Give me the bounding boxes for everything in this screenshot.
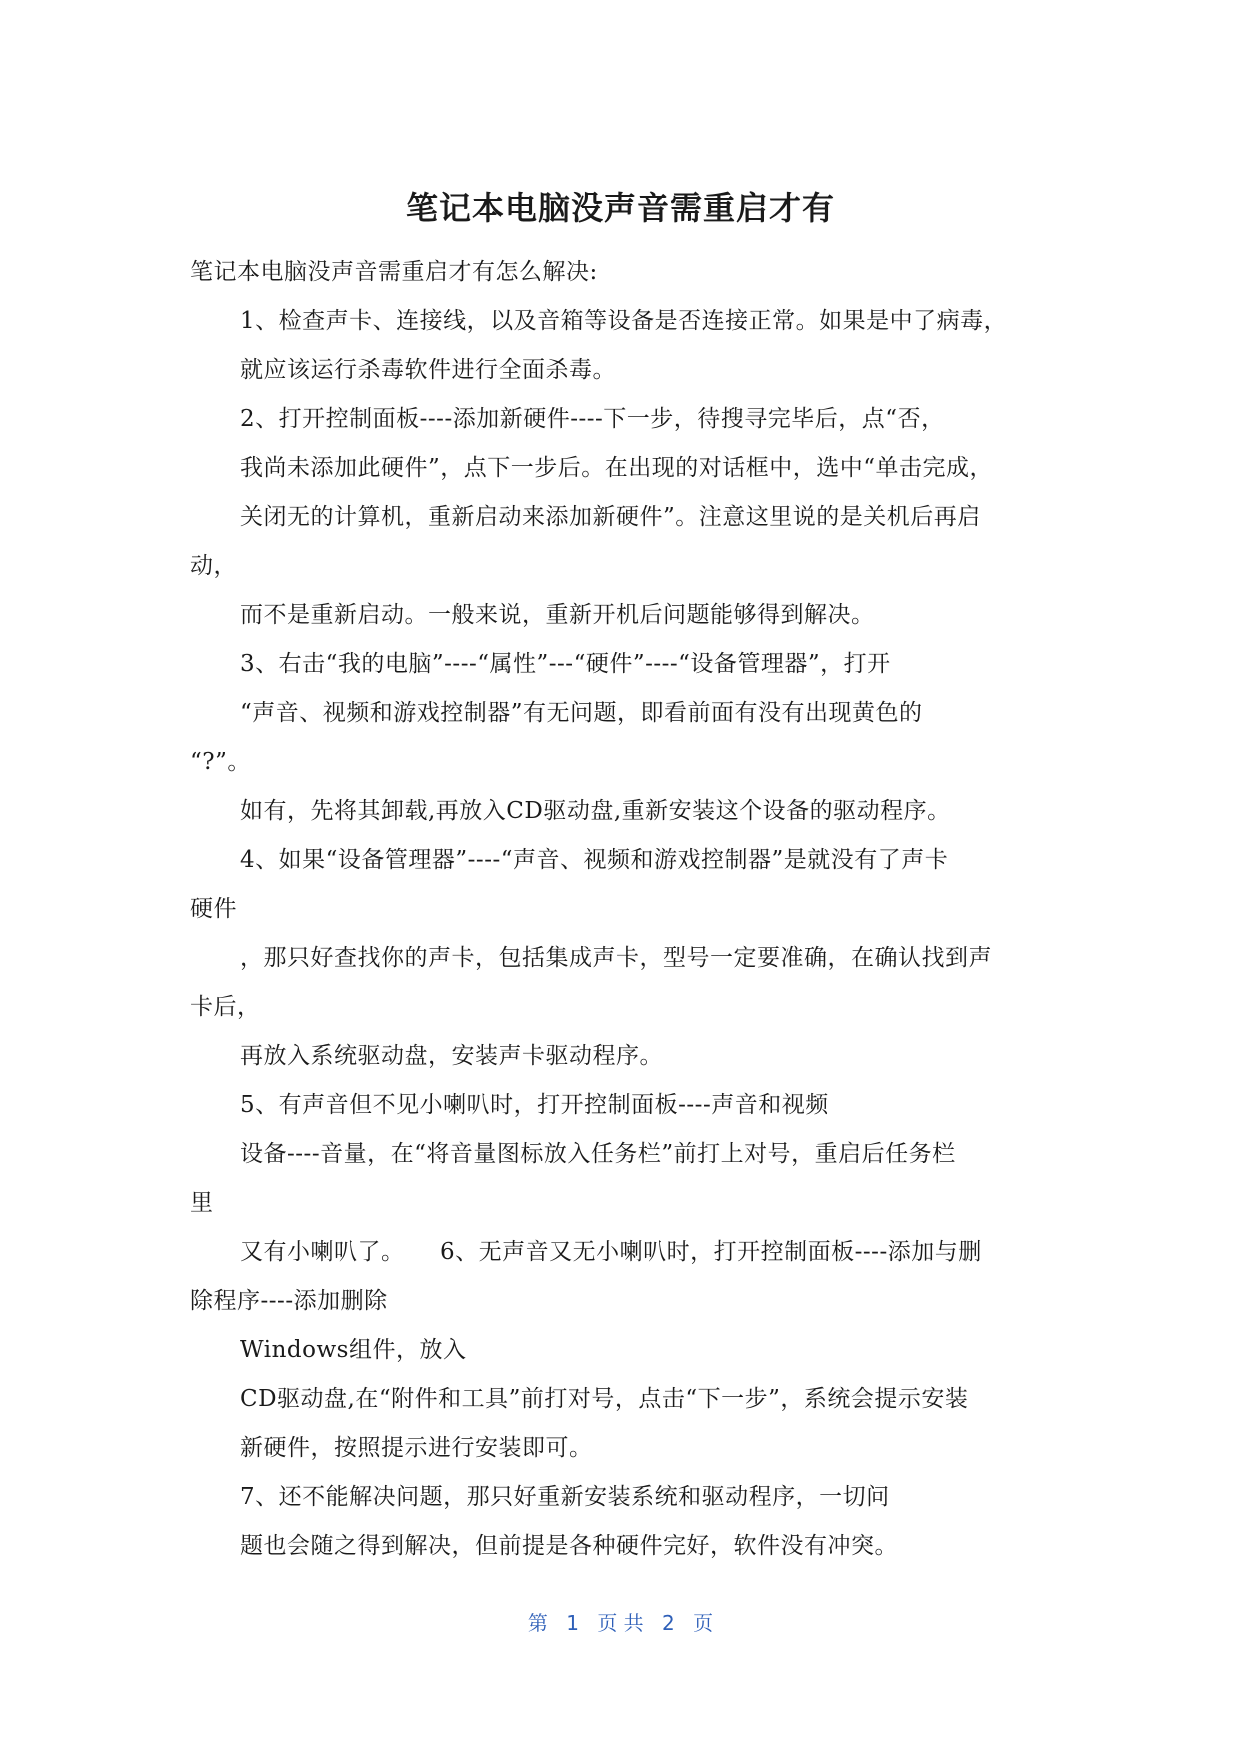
text-line: 而不是重新启动。一般来说，重新开机后问题能够得到解决。: [240, 602, 875, 628]
text-line: 设备----音量，在“将音量图标放入任务栏”前打上对号，重启后任务栏: [240, 1141, 956, 1167]
text-line: 如有，先将其卸载,再放入CD驱动盘,重新安装这个设备的驱动程序。: [240, 798, 951, 824]
text-line: 除程序----添加删除: [190, 1288, 388, 1314]
text-line: 3、右击“我的电脑”----“属性”---“硬件”----“设备管理器”，打开: [240, 651, 891, 677]
text-line: 就应该运行杀毒软件进行全面杀毒。: [240, 357, 616, 383]
text-line: Windows组件，放入: [240, 1337, 467, 1363]
page-label-prefix: 第: [527, 1611, 548, 1635]
text-line: 再放入系统驱动盘，安装声卡驱动程序。: [240, 1043, 663, 1069]
page-label-middle: 页 共: [597, 1611, 644, 1635]
total-pages-number: 2: [662, 1611, 675, 1635]
page-label-suffix: 页: [693, 1611, 714, 1635]
text-line: 笔记本电脑没声音需重启才有怎么解决:: [190, 259, 598, 285]
text-line: 5、有声音但不见小喇叭时，打开控制面板----声音和视频: [240, 1092, 829, 1118]
text-line: 1、检查声卡、连接线，以及音箱等设备是否连接正常。如果是中了病毒，: [240, 308, 1008, 334]
text-line: “?”。: [190, 749, 251, 775]
text-line: ，那只好查找你的声卡，包括集成声卡，型号一定要准确，在确认找到声: [240, 945, 992, 971]
text-line: CD驱动盘,在“附件和工具”前打对号，点击“下一步”，系统会提示安装: [240, 1386, 969, 1412]
text-line: 里: [190, 1190, 214, 1216]
text-line: “声音、视频和游戏控制器”有无问题，即看前面有没有出现黄色的: [240, 700, 923, 726]
text-line: 关闭无的计算机，重新启动来添加新硬件”。注意这里说的是关机后再启: [240, 504, 981, 530]
text-line: 2、打开控制面板----添加新硬件----下一步，待搜寻完毕后，点“否，: [240, 406, 945, 432]
document-title: 笔记本电脑没声音需重启才有: [405, 189, 835, 227]
text-line: 动，: [190, 553, 237, 579]
text-line: 我尚未添加此硬件”，点下一步后。在出现的对话框中，选中“单击完成，: [240, 455, 994, 481]
text-line: 7、还不能解决问题，那只好重新安装系统和驱动程序，一切问: [240, 1484, 890, 1510]
text-line: 卡后，: [190, 994, 261, 1020]
current-page-number: 1: [566, 1611, 579, 1635]
text-line: 又有小喇叭了。 6、无声音又无小喇叭时，打开控制面板----添加与删: [240, 1239, 982, 1265]
page-footer: [0, 1610, 1241, 1636]
text-line: 硬件: [190, 896, 237, 922]
text-line: 新硬件，按照提示进行安装即可。: [240, 1435, 593, 1461]
text-line: 4、如果“设备管理器”----“声音、视频和游戏控制器”是就没有了声卡: [240, 847, 949, 873]
text-line: 题也会随之得到解决，但前提是各种硬件完好，软件没有冲突。: [240, 1533, 898, 1559]
